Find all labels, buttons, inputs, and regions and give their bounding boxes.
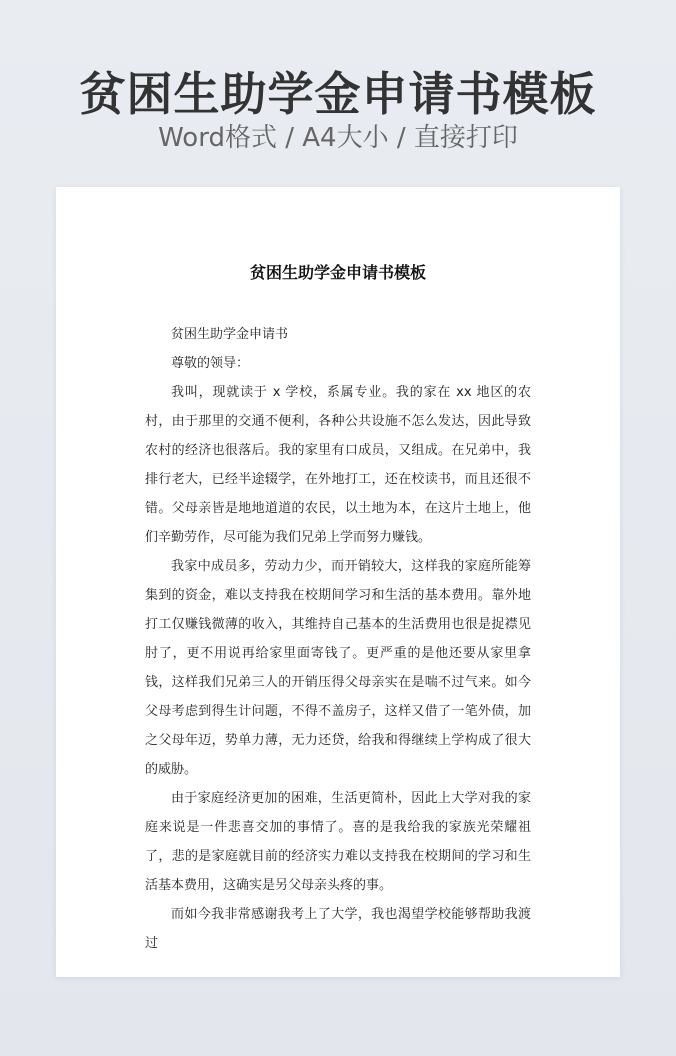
- document-salutation: 尊敬的领导：: [171, 356, 250, 371]
- document-body: [145, 320, 531, 958]
- document-page: [56, 187, 620, 977]
- paragraph: 而如今我非常感谢我考上了大学，我也渴望学校能够帮助我渡过: [145, 907, 531, 951]
- document-title: 贫困生助学金申请书模板: [249, 263, 426, 282]
- page-subtitle: Word格式 / A4大小 / 直接打印: [158, 123, 518, 153]
- paragraph: 由于家庭经济更加的困难，生活更简朴，因此上大学对我的家庭来说是一件悲喜交加的事情了。喜的是我给我的家族光荣耀祖了，悲的是家庭就目前的经济实力难以支持我在校期间的学习和生活基本费用，这确实是另父母亲头疼的事。: [145, 791, 531, 893]
- page-title: 贫困生助学金申请书模板: [79, 67, 597, 121]
- paragraph: 我叫，现就读于 x 学校，系属专业。我的家在 xx 地区的农村，由于那里的交通不便利，各种公共设施不怎么发达，因此导致农村的经济也很落后。我的家里有口成员，又组成。在兄弟中，我排行老大，已经半途辍学，在外地打工，还在校读书，而且还很不错。父母亲皆是地地道道的农民，以土地为本，在这片土地上，他们辛勤劳作，尽可能为我们兄弟上学而努力赚钱。: [145, 385, 531, 545]
- paragraph: 我家中成员多，劳动力少，而开销较大，这样我的家庭所能筹集到的资金，难以支持我在校期间学习和生活的基本费用。靠外地打工仅赚钱微薄的收入，其维持自己基本的生活费用也很是捉襟见肘了，更不用说再给家里面寄钱了。更严重的是他还要从家里拿钱，这样我们兄弟三人的开销压得父母亲实在是喘不过气来。如今父母考虑到得生计问题，不得不盖房子，这样又借了一笔外债，加之父母年迈，势单力薄，无力还贷，给我和得继续上学构成了很大的威胁。: [145, 559, 531, 777]
- document-heading: 贫困生助学金申请书: [171, 327, 289, 342]
